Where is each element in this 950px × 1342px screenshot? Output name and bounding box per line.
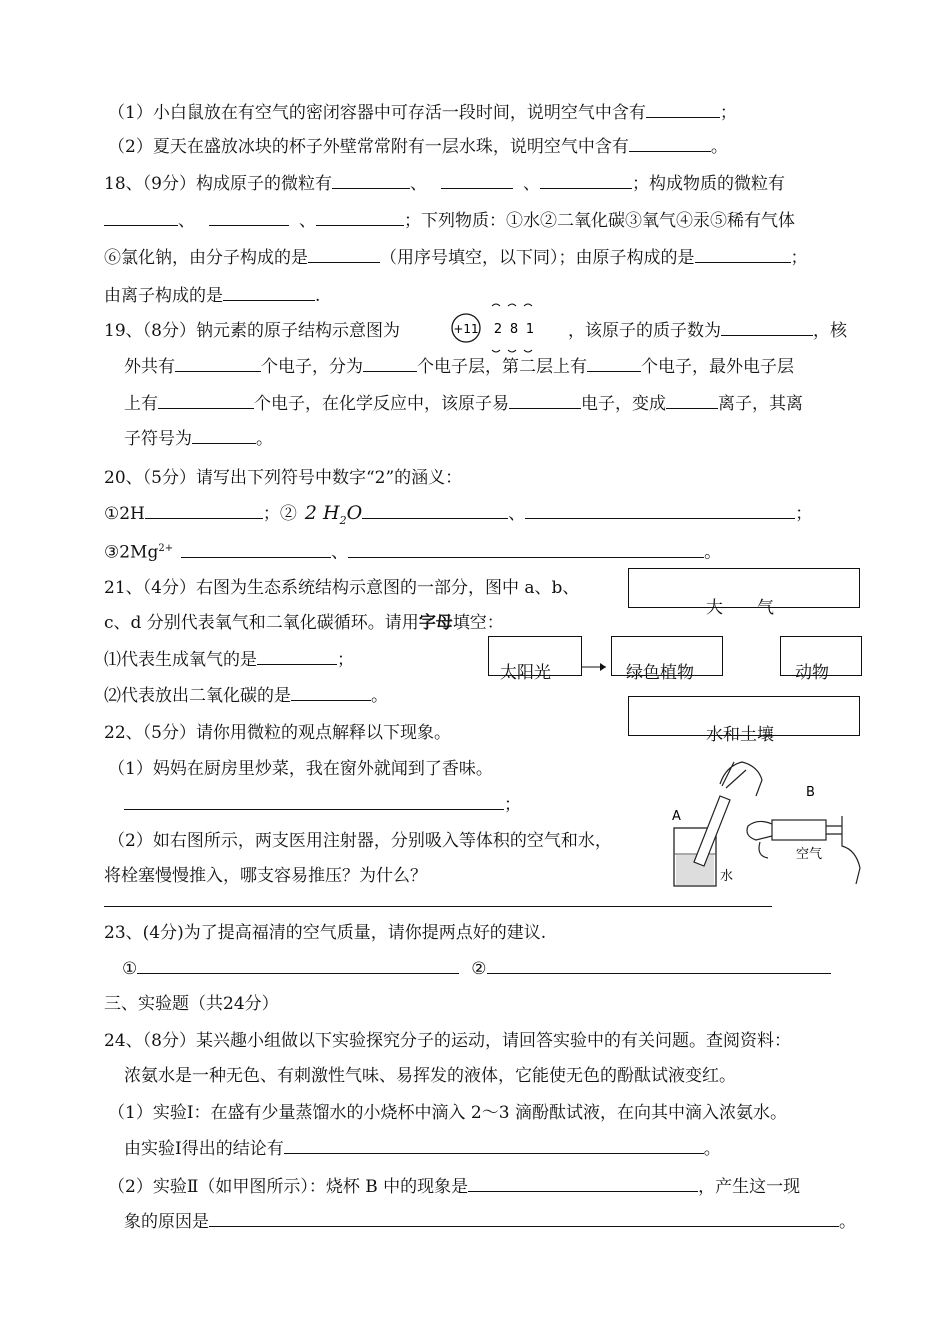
answer-blank[interactable]: [192, 428, 256, 444]
q24-line-4: 由实验Ⅰ得出的结论有 。: [124, 1139, 721, 1159]
answer-blank[interactable]: [646, 102, 720, 118]
answer-blank[interactable]: [291, 685, 371, 701]
q23-answers: ① ②: [122, 958, 831, 980]
q23-head: 23、(4分)为了提高福清的空气质量，请你提两点好的建议.: [104, 923, 547, 943]
answer-blank[interactable]: [257, 649, 337, 665]
syringe-figure: [660, 756, 866, 894]
syringe-b: [772, 820, 826, 840]
answer-blank[interactable]: [332, 173, 410, 189]
hand-a: [720, 762, 762, 796]
answer-blank[interactable]: [363, 356, 417, 372]
q18-line-4: 由离子构成的是 .: [104, 286, 321, 306]
answer-blank[interactable]: [362, 503, 508, 519]
answer-blank[interactable]: [666, 393, 718, 409]
q20-line-1: ①2H ；② 2 $H_2O$ 、 ；: [104, 502, 813, 527]
answer-blank[interactable]: [181, 542, 331, 558]
label-water: 水: [720, 869, 734, 884]
section-3-title: 三、实验题（共24分）: [104, 994, 279, 1014]
answer-blank[interactable]: [441, 173, 513, 189]
q17-line-1: （1）小白鼠放在有空气的密闭容器中可存活一段时间，说明空气中含有 ；: [108, 103, 737, 123]
hand-b: [826, 816, 860, 884]
electron-shell-arcs: [492, 350, 532, 352]
water-formula: 2 $H_2O$: [304, 502, 363, 527]
plants-label: 绿色植物: [626, 663, 694, 683]
answer-blank[interactable]: [540, 173, 632, 189]
answer-blank[interactable]: [209, 1211, 839, 1227]
q20-line-2: $③2Mg^{2+}$ 、 。: [104, 542, 722, 563]
answer-blank[interactable]: [158, 393, 254, 409]
answer-blank[interactable]: [509, 393, 581, 409]
answer-blank[interactable]: [468, 1176, 698, 1192]
answer-blank[interactable]: [721, 320, 813, 336]
q18-line-1: 18、（9分）构成原子的微粒有 、 、 ；构成物质的微粒有: [104, 174, 785, 194]
answer-blank[interactable]: [137, 958, 459, 974]
q22-answer-line: ；: [124, 794, 521, 816]
answer-blank[interactable]: [587, 356, 641, 372]
shell-1-count: 2: [493, 322, 503, 337]
answer-blank[interactable]: [175, 356, 261, 372]
answer-blank[interactable]: [284, 1138, 704, 1154]
sodium-atom-diagram: [448, 292, 558, 354]
q22-head: 22、（5分）请你用微粒的观点解释以下现象。: [104, 723, 451, 743]
q18-line-3: ⑥氯化钠，由分子构成的是 （用序号填空，以下同）；由原子构成的是 ；: [104, 248, 808, 268]
electron-shell-arcs: [492, 304, 532, 306]
label-air: 空气: [796, 847, 823, 862]
q19-line-4: 子符号为 。: [124, 429, 273, 449]
q24-line-2: 浓氨水是一种无色、有刺激性气味、易挥发的液体，它能使无色的酚酞试液变红。: [124, 1066, 736, 1086]
q21-line-4: ⑵代表放出二氧化碳的是 。: [104, 686, 388, 706]
q22-answer-rule[interactable]: [104, 906, 772, 907]
answer-blank[interactable]: [695, 247, 791, 263]
q24-line-5: （2）实验Ⅱ（如甲图所示）：烧杯 B 中的现象是 ，产生这一现: [108, 1177, 801, 1197]
q17-line-2: （2）夏天在盛放冰块的杯子外壁常常附有一层水珠，说明空气中含有 。: [108, 137, 728, 157]
label-b: B: [806, 785, 815, 800]
q22-line-1: （1）妈妈在厨房里炒菜，我在窗外就闻到了香味。: [108, 759, 493, 779]
shell-3-count: 1: [525, 322, 535, 337]
q24-line-3: （1）实验Ⅰ：在盛有少量蒸馏水的小烧杯中滴入 2～3 滴酚酞试液，在向其中滴入浓氨水。: [108, 1103, 787, 1123]
atmosphere-label: 大 气: [706, 598, 774, 618]
answer-blank[interactable]: [348, 542, 704, 558]
q22-line-2: （2）如右图所示，两支医用注射器，分别吸入等体积的空气和水，: [108, 831, 612, 851]
q19-line-3: 上有 个电子，在化学反应中，该原子易 电子，变成 离子，其离: [124, 394, 803, 414]
answer-blank[interactable]: [487, 958, 831, 974]
answer-blank[interactable]: [104, 210, 178, 226]
q18-line-2: 、 、 ；下列物质：①水②二氧化碳③氧气④汞⑤稀有气体: [104, 210, 795, 232]
q22-line-3: 将栓塞慢慢推入，哪支容易推压？为什么？: [104, 866, 427, 886]
answer-blank[interactable]: [223, 285, 315, 301]
q19-line-2: 外共有 个电子，分为 个电子层，第二层上有 个电子，最外电子层: [124, 357, 794, 377]
q24-line-1: 24、（8分）某兴趣小组做以下实验探究分子的运动，请回答实验中的有关问题。查阅资料：: [104, 1031, 791, 1051]
q24-line-6: 象的原因是 。: [124, 1212, 856, 1232]
shell-2-count: 8: [509, 322, 519, 337]
answer-blank[interactable]: [308, 247, 380, 263]
answer-blank[interactable]: [124, 794, 504, 810]
label-a: A: [672, 809, 681, 824]
arrow-head: [600, 663, 606, 671]
answer-blank[interactable]: [316, 210, 404, 226]
soil-label: 水和土壤: [706, 725, 774, 745]
sunlight-label: 太阳光: [500, 663, 551, 683]
q19-line-1-head: 19、（8分）钠元素的原子结构示意图为: [104, 321, 400, 341]
answer-blank[interactable]: [525, 503, 795, 519]
nucleus-charge: +11: [453, 322, 479, 336]
hand-b-left: [747, 821, 772, 858]
q21-line-2: c、d 分别代表氧气和二氧化碳循环。请用字母填空：: [104, 613, 504, 633]
q19-line-1-tail: ，该原子的质子数为 ，核: [568, 321, 847, 341]
answer-blank[interactable]: [629, 136, 711, 152]
answer-blank[interactable]: [145, 503, 263, 519]
q21-line-1: 21、（4分）右图为生态系统结构示意图的一部分，图中 a、b、: [104, 578, 580, 598]
q21-line-3: ⑴代表生成氧气的是 ；: [104, 650, 354, 670]
animals-label: 动物: [795, 663, 829, 683]
answer-blank[interactable]: [209, 210, 289, 226]
q20-head: 20、（5分）请写出下列符号中数字“2”的涵义：: [104, 468, 463, 488]
